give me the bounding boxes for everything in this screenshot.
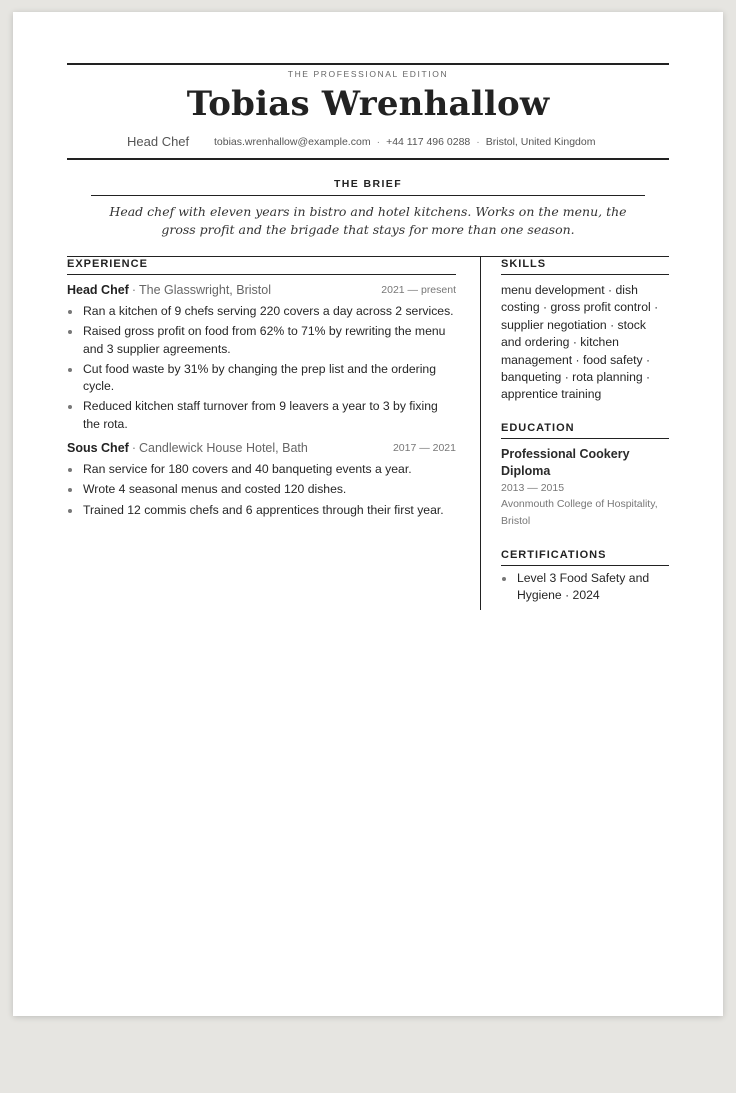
certifications-heading: CERTIFICATIONS: [501, 547, 669, 566]
bullet-item: Raised gross profit on food from 62% to 71% by rewriting the menu and 3 supplier agreements.: [67, 323, 456, 358]
masthead-top-rule: [67, 63, 669, 65]
certifications-list: [501, 570, 669, 605]
candidate-role: Head Chef: [127, 134, 190, 149]
skills-heading: SKILLS: [501, 256, 669, 275]
bullet-item: Ran service for 180 covers and 40 banqueting events a year.: [67, 461, 456, 478]
job-header: [67, 441, 456, 457]
education-dates: 2013 — 2015: [501, 481, 565, 494]
brief-rule: [91, 195, 645, 196]
candidate-name: Tobias Wrenhallow: [186, 84, 550, 124]
brief-summary: Head chef with eleven years in bistro and hotel kitchens. Works on the menu, the gross profit and the brigade that stays for more than one season.: [109, 204, 627, 237]
bullet-item: Ran a kitchen of 9 chefs serving 220 covers a day across 2 services.: [67, 303, 456, 320]
bullet-item: Trained 12 commis chefs and 6 apprentices through their first year.: [67, 502, 456, 519]
education-title: Professional Cookery Diploma: [501, 446, 630, 479]
masthead-bottom-rule: [67, 158, 669, 160]
brief-heading: THE BRIEF: [333, 178, 403, 190]
job-title: Head Chef: [67, 283, 129, 297]
bullet-item: Reduced kitchen staff turnover from 9 leavers a year to 3 by fixing the rota.: [67, 398, 456, 433]
certification-item: Level 3 Food Safety and Hygiene · 2024: [501, 570, 669, 605]
job-employer: Candlewick House Hotel, Bath: [138, 441, 308, 456]
job-bullets: [67, 303, 456, 433]
job-dates: 2017 — 2021: [392, 442, 456, 455]
bullet-item: Cut food waste by 31% by changing the prep list and the ordering cycle.: [67, 361, 456, 396]
experience-column: [67, 256, 456, 522]
resume-page: [13, 12, 723, 1016]
job-header: [67, 283, 456, 299]
education-school: Avonmouth College of Hospitality, Bristol: [501, 497, 658, 528]
skills-list: menu development · dish costing · gross profit control · supplier negotiation · stock and ordering · kitchen management · food safety · banqueting · rota planning · apprentice training: [501, 283, 659, 402]
job-title: Sous Chef: [67, 441, 129, 456]
contact-phone[interactable]: +44 117 496 0288: [386, 136, 471, 148]
contact-location: Bristol, United Kingdom: [485, 136, 596, 148]
job-dates: 2021 — present: [381, 284, 456, 296]
edition-label: THE PROFESSIONAL EDITION: [287, 69, 449, 79]
job-separator: ·: [131, 441, 136, 456]
job-separator: ·: [131, 283, 136, 297]
job-bullets: [67, 461, 456, 519]
contact-separator: ·: [376, 136, 381, 148]
column-divider: [480, 256, 481, 610]
contact-line: [214, 136, 595, 148]
job-entry: [67, 283, 456, 433]
job-entry: [67, 441, 456, 519]
experience-heading: EXPERIENCE: [67, 256, 456, 275]
bullet-item: Wrote 4 seasonal menus and costed 120 dishes.: [67, 481, 456, 498]
sidebar-column: [501, 256, 669, 607]
job-employer: The Glasswright, Bristol: [139, 283, 271, 297]
contact-email[interactable]: tobias.wrenhallow@example.com: [214, 136, 371, 148]
contact-separator: ·: [476, 136, 480, 148]
education-heading: EDUCATION: [501, 420, 669, 439]
